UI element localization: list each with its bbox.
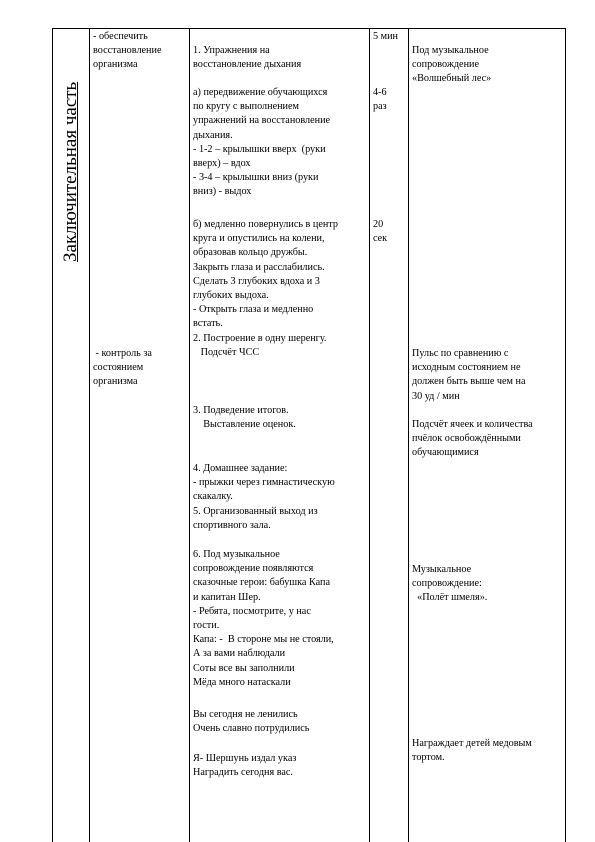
- text-line: Сделать 3 глубоких вдоха и 3: [193, 275, 320, 287]
- text-line: Вы сегодня не ленились: [193, 709, 298, 720]
- column-divider-4: [408, 28, 409, 842]
- text-line: образовав кольцо дружбы.: [193, 247, 308, 259]
- text-line: Я- Шершунь издал указ: [193, 753, 297, 764]
- text-line: по кругу с выполнением: [193, 101, 299, 113]
- text-line: скакалку.: [193, 491, 233, 503]
- text-line: Закрыть глаза и расслабились.: [193, 261, 325, 273]
- text-line: Подсчёт ЧСС: [193, 346, 260, 358]
- text-line: Награждает детей медовым: [412, 738, 532, 749]
- text-line: раз: [373, 101, 387, 113]
- text-line: должен быть выше чем на: [412, 376, 526, 388]
- text-line: а) передвижение обучающихся: [193, 87, 328, 98]
- text-line: - обеспечить: [93, 31, 148, 42]
- table-border-right: [565, 28, 566, 842]
- text-line: сопровождение:: [412, 578, 482, 590]
- column-divider-3: [369, 28, 370, 842]
- summary-block: [193, 404, 296, 432]
- text-line: Подсчёт ячеек и количества: [412, 419, 533, 430]
- text-line: Пульс по сравнению с: [412, 348, 509, 359]
- text-line: «Полёт шмеля».: [412, 592, 488, 604]
- exercise-walk-circle: [193, 86, 330, 200]
- section-title: Заключительная часть: [60, 81, 81, 262]
- note-counting: [412, 418, 533, 461]
- text-line: состоянием: [93, 362, 144, 374]
- text-line: Под музыкальное: [412, 45, 489, 56]
- text-line: б) медленно повернулись в центр: [193, 219, 339, 230]
- text-line: - прыжки через гимнастическую: [193, 477, 335, 489]
- text-line: - 3-4 – крылышки вниз (руки: [193, 172, 319, 184]
- exercise-friendship-ring: [193, 218, 338, 360]
- text-line: - Открыть глаза и медленно: [193, 304, 314, 316]
- table-border-top: [52, 28, 565, 29]
- text-line: - 1-2 – крылышки вверх (руки: [193, 143, 326, 155]
- column-divider-2: [189, 28, 190, 842]
- text-line: 20: [373, 219, 384, 230]
- text-line: «Волшебный лес»: [412, 73, 492, 85]
- text-line: 4-6: [373, 87, 387, 98]
- exercise-breathing-title: [193, 44, 301, 72]
- text-line: круга и опустились на колени,: [193, 233, 325, 245]
- dosage-5-min: [373, 30, 398, 44]
- note-pulse: [412, 347, 526, 404]
- text-line: Очень славно потрудились: [193, 723, 310, 735]
- text-line: глубоких выдоха.: [193, 290, 269, 302]
- text-line: 2. Построение в одну шеренгу.: [193, 332, 327, 344]
- text-line: Наградить сегодня вас.: [193, 767, 293, 779]
- note-music-bumblebee: [412, 563, 487, 606]
- goal-control: [93, 347, 152, 390]
- poem-block: [193, 708, 309, 736]
- text-line: 5. Организованный выход из: [193, 505, 318, 517]
- text-line: гости.: [193, 620, 220, 632]
- text-line: 6. Под музыкальное: [193, 549, 280, 560]
- text-line: Соты все вы заполнили: [193, 662, 295, 674]
- homework-block: [193, 462, 335, 533]
- text-line: Капа: - В стороне мы не стояли,: [193, 634, 334, 646]
- text-line: сопровождение: [412, 59, 480, 71]
- text-line: сек: [373, 233, 388, 245]
- goal-recovery: [93, 30, 161, 73]
- text-line: восстановление: [93, 45, 162, 57]
- text-line: и капитан Шер.: [193, 591, 261, 603]
- text-line: вниз) - выдох: [193, 186, 252, 198]
- note-music-forest: [412, 44, 491, 87]
- text-line: вверх) – вдох: [193, 158, 251, 170]
- text-line: исходным состоянием не: [412, 362, 521, 374]
- text-line: обучающимися: [412, 447, 479, 459]
- note-honey-cake: [412, 737, 532, 765]
- dosage-20-sec: [373, 218, 387, 246]
- dosage-4-6-times: [373, 86, 387, 114]
- text-line: встать.: [193, 318, 223, 330]
- text-line: Выставление оценок.: [193, 419, 296, 431]
- table-border-left: [52, 28, 53, 842]
- text-line: 1. Упражнения на: [193, 45, 270, 56]
- text-line: организма: [93, 376, 138, 388]
- text-line: 3. Подведение итогов.: [193, 405, 289, 416]
- text-line: сопровождение появляются: [193, 563, 314, 575]
- text-line: дыхания.: [193, 129, 233, 141]
- text-line: организма: [93, 59, 138, 71]
- text-line: сказочные герои: бабушка Капа: [193, 577, 331, 589]
- text-line: Мёда много натаскали: [193, 676, 291, 688]
- text-line: 5 мин: [373, 31, 398, 42]
- decree-block: [193, 752, 296, 780]
- text-line: 4. Домашнее задание:: [193, 463, 288, 474]
- text-line: - Ребята, посмотрите, у нас: [193, 605, 311, 617]
- text-line: 30 уд / мин: [412, 390, 460, 402]
- text-line: восстановление дыхания: [193, 59, 302, 71]
- text-line: упражнений на восстановление: [193, 115, 331, 127]
- column-divider-1: [89, 28, 90, 842]
- text-line: Музыкальное: [412, 564, 472, 575]
- text-line: - контроль за: [93, 348, 152, 359]
- text-line: пчёлок освобождёнными: [412, 433, 521, 445]
- fairy-heroes-block: [193, 548, 334, 690]
- text-line: А за вами наблюдали: [193, 648, 286, 660]
- text-line: спортивного зала.: [193, 519, 271, 531]
- text-line: тортом.: [412, 752, 445, 764]
